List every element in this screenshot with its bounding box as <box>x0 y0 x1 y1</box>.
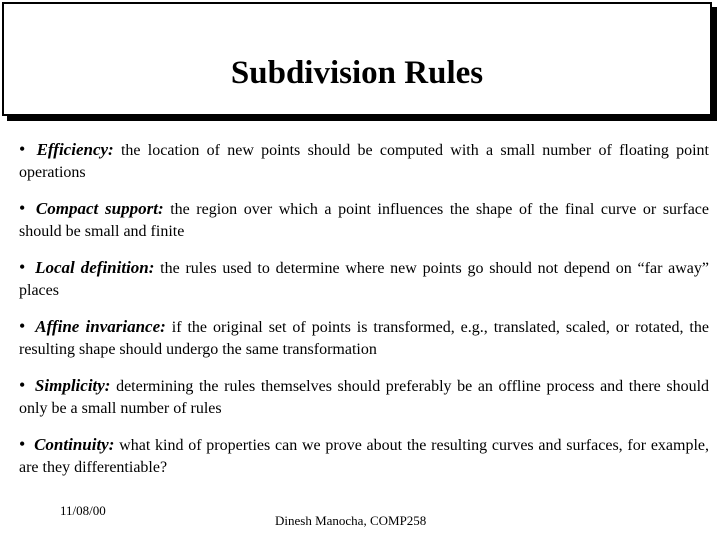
rules-list <box>19 138 709 492</box>
rule-local-definition <box>19 256 709 302</box>
bullet-icon: • <box>19 198 26 218</box>
rule-term: Local definition: <box>35 258 155 277</box>
rule-continuity <box>19 433 709 479</box>
bullet-icon: • <box>19 375 26 395</box>
rule-text: the location of new points should be computed with a small number of floating point operations <box>19 142 710 181</box>
rule-text: what kind of properties can we prove about the resulting curves and surfaces, for example, are they differentiable? <box>19 437 710 476</box>
rule-compact-support <box>19 197 709 243</box>
rule-text: the rules used to determine where new points go should not depend on “far away” places <box>19 260 710 299</box>
rule-text: if the original set of points is transformed, e.g., translated, scaled, or rotated, the resulting shape should undergo the same transformation <box>19 319 709 358</box>
footer-author: Dinesh Manocha, COMP258 <box>275 513 427 528</box>
bullet-icon: • <box>19 257 26 277</box>
rule-simplicity <box>19 374 709 420</box>
rule-term: Efficiency: <box>36 140 114 159</box>
bullet-icon: • <box>19 316 26 336</box>
rule-term: Compact support: <box>35 199 164 218</box>
rule-term: Affine invariance: <box>35 317 166 336</box>
rule-efficiency <box>19 138 709 184</box>
title-box <box>2 2 712 116</box>
rule-affine-invariance <box>19 315 709 361</box>
rule-text: the region over which a point influences the shape of the final curve or surface should be small and finite <box>19 201 710 240</box>
rule-text: determining the rules themselves should preferably be an offline process and there should only be a small number of rules <box>19 378 710 417</box>
rule-term: Continuity: <box>34 435 115 454</box>
rule-term: Simplicity: <box>34 376 111 395</box>
bullet-icon: • <box>19 434 26 454</box>
bullet-icon: • <box>19 139 26 159</box>
footer-date: 11/08/00 <box>60 503 106 518</box>
slide-title: Subdivision Rules <box>230 55 484 91</box>
